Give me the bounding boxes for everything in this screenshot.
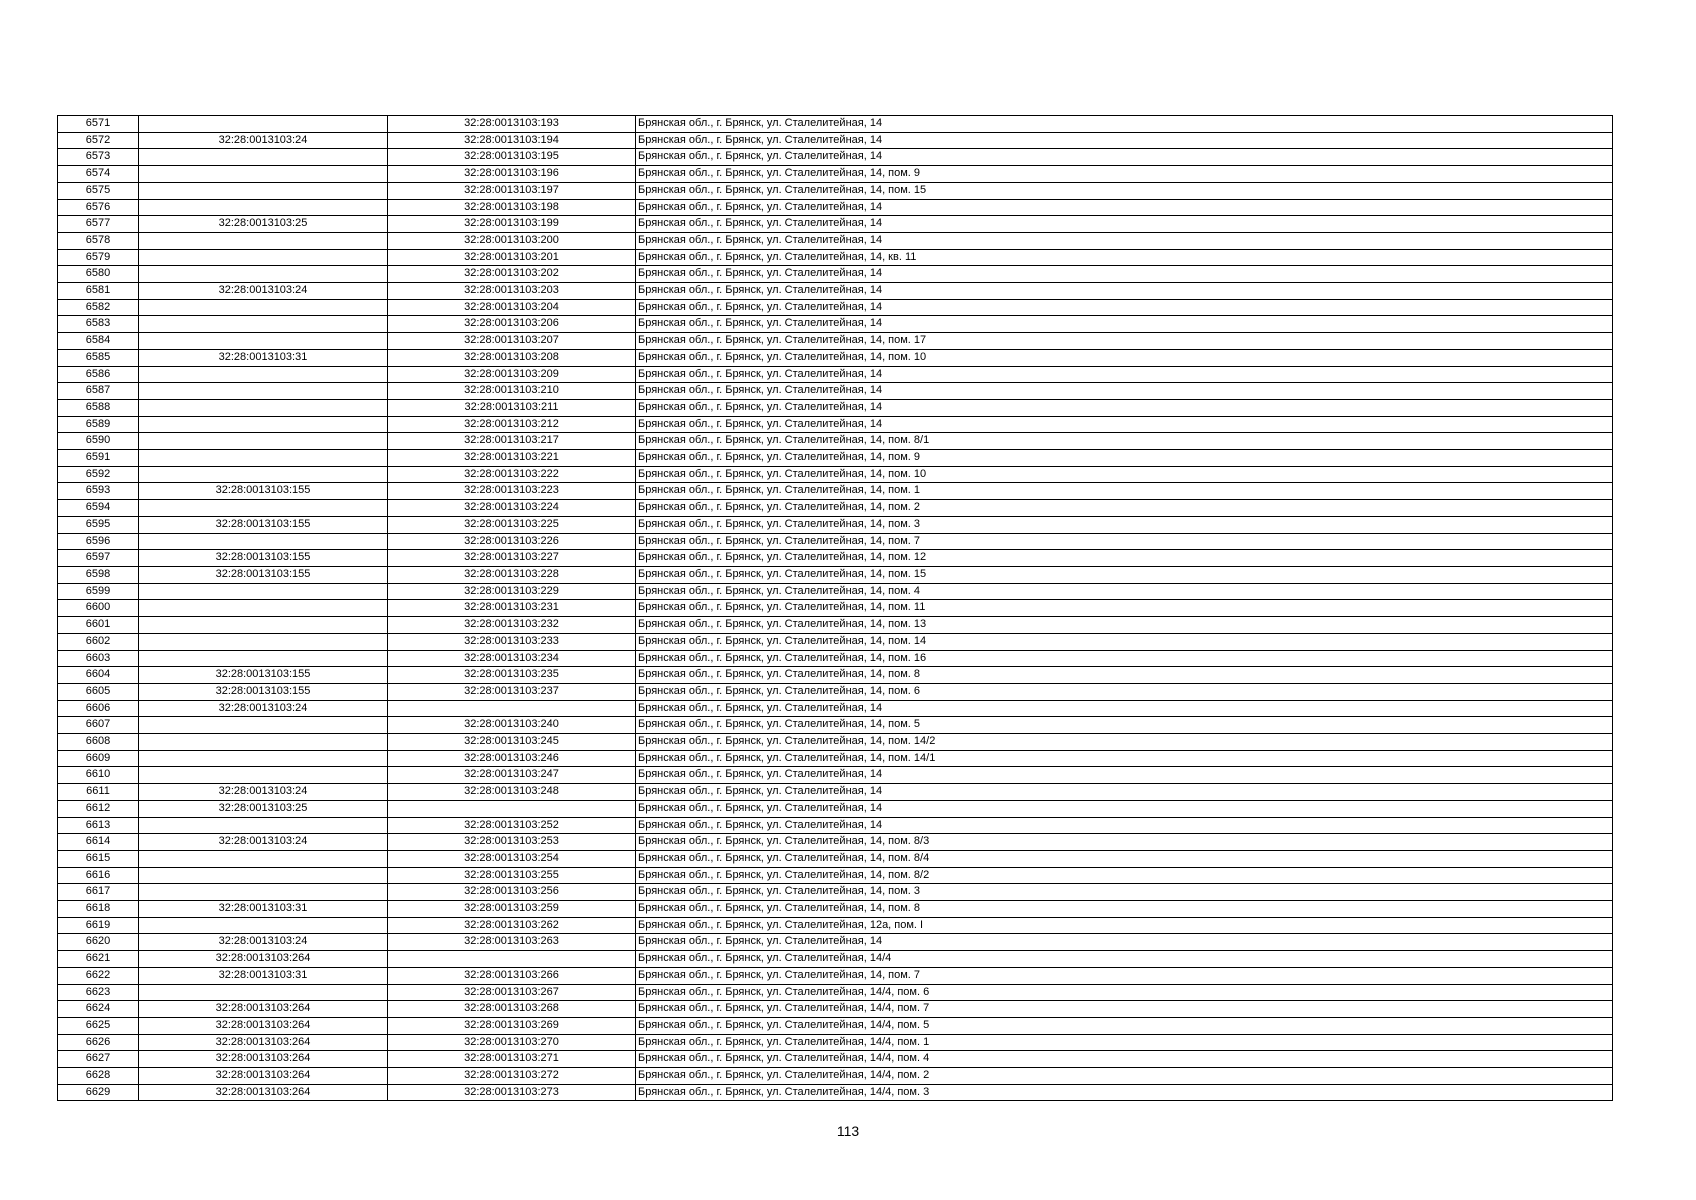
address-cell: Брянская обл., г. Брянск, ул. Сталелитейная, 14 [636,416,1613,433]
row-number-cell: 6591 [58,450,139,467]
parent-cadastral-number-cell [139,383,388,400]
table-row [58,299,1613,316]
address-cell: Брянская обл., г. Брянск, ул. Сталелитейная, 14 [636,283,1613,300]
address-cell: Брянская обл., г. Брянск, ул. Сталелитейная, 14 [636,767,1613,784]
parent-cadastral-number-cell: 32:28:0013103:264 [139,951,388,968]
table-row [58,466,1613,483]
table-row [58,216,1613,233]
table-row [58,633,1613,650]
cadastral-number-cell: 32:28:0013103:272 [388,1068,636,1085]
table-row [58,483,1613,500]
row-number-cell: 6596 [58,533,139,550]
cadastral-number-cell: 32:28:0013103:255 [388,867,636,884]
row-number-cell: 6605 [58,683,139,700]
address-cell: Брянская обл., г. Брянск, ул. Сталелитейная, 14/4, пом. 3 [636,1084,1613,1101]
parent-cadastral-number-cell [139,416,388,433]
cadastral-number-cell [388,951,636,968]
row-number-cell: 6613 [58,817,139,834]
table-row [58,232,1613,249]
row-number-cell: 6593 [58,483,139,500]
table-row [58,750,1613,767]
cadastral-number-cell: 32:28:0013103:240 [388,717,636,734]
parent-cadastral-number-cell [139,433,388,450]
table-row [58,349,1613,366]
cadastral-register-table [57,115,1613,1101]
cadastral-number-cell: 32:28:0013103:197 [388,182,636,199]
table-row [58,984,1613,1001]
row-number-cell: 6585 [58,349,139,366]
cadastral-number-cell: 32:28:0013103:210 [388,383,636,400]
cadastral-number-cell: 32:28:0013103:212 [388,416,636,433]
address-cell: Брянская обл., г. Брянск, ул. Сталелитейная, 14/4, пом. 2 [636,1068,1613,1085]
parent-cadastral-number-cell: 32:28:0013103:24 [139,784,388,801]
table-row [58,550,1613,567]
parent-cadastral-number-cell: 32:28:0013103:31 [139,349,388,366]
parent-cadastral-number-cell: 32:28:0013103:155 [139,483,388,500]
cadastral-number-cell: 32:28:0013103:232 [388,617,636,634]
address-cell: Брянская обл., г. Брянск, ул. Сталелитейная, 14, пом. 10 [636,349,1613,366]
table-row [58,450,1613,467]
row-number-cell: 6615 [58,850,139,867]
address-cell: Брянская обл., г. Брянск, ул. Сталелитейная, 14, пом. 10 [636,466,1613,483]
parent-cadastral-number-cell: 32:28:0013103:264 [139,1051,388,1068]
cadastral-number-cell: 32:28:0013103:273 [388,1084,636,1101]
row-number-cell: 6623 [58,984,139,1001]
address-cell: Брянская обл., г. Брянск, ул. Сталелитейная, 14 [636,116,1613,133]
register-body [58,116,1613,1101]
parent-cadastral-number-cell [139,750,388,767]
parent-cadastral-number-cell [139,617,388,634]
table-row [58,266,1613,283]
parent-cadastral-number-cell [139,182,388,199]
cadastral-number-cell [388,800,636,817]
table-row [58,316,1613,333]
parent-cadastral-number-cell [139,116,388,133]
address-cell: Брянская обл., г. Брянск, ул. Сталелитейная, 14, пом. 6 [636,683,1613,700]
table-row [58,700,1613,717]
parent-cadastral-number-cell [139,884,388,901]
parent-cadastral-number-cell [139,817,388,834]
table-row [58,182,1613,199]
cadastral-number-cell: 32:28:0013103:229 [388,583,636,600]
table-row [58,516,1613,533]
row-number-cell: 6606 [58,700,139,717]
row-number-cell: 6608 [58,734,139,751]
address-cell: Брянская обл., г. Брянск, ул. Сталелитейная, 14, пом. 7 [636,533,1613,550]
cadastral-number-cell: 32:28:0013103:203 [388,283,636,300]
address-cell: Брянская обл., г. Брянск, ул. Сталелитейная, 14, пом. 3 [636,884,1613,901]
row-number-cell: 6576 [58,199,139,216]
row-number-cell: 6603 [58,650,139,667]
address-cell: Брянская обл., г. Брянск, ул. Сталелитейная, 14, пом. 11 [636,600,1613,617]
row-number-cell: 6580 [58,266,139,283]
cadastral-number-cell: 32:28:0013103:262 [388,917,636,934]
parent-cadastral-number-cell: 32:28:0013103:31 [139,901,388,918]
address-cell: Брянская обл., г. Брянск, ул. Сталелитейная, 14, пом. 17 [636,333,1613,350]
cadastral-number-cell: 32:28:0013103:237 [388,683,636,700]
row-number-cell: 6624 [58,1001,139,1018]
table-row [58,901,1613,918]
cadastral-number-cell: 32:28:0013103:234 [388,650,636,667]
table-row [58,533,1613,550]
row-number-cell: 6626 [58,1034,139,1051]
parent-cadastral-number-cell [139,333,388,350]
parent-cadastral-number-cell [139,500,388,517]
parent-cadastral-number-cell: 32:28:0013103:155 [139,667,388,684]
parent-cadastral-number-cell: 32:28:0013103:24 [139,934,388,951]
parent-cadastral-number-cell [139,249,388,266]
table-row [58,149,1613,166]
address-cell: Брянская обл., г. Брянск, ул. Сталелитейная, 14, пом. 15 [636,182,1613,199]
parent-cadastral-number-cell [139,533,388,550]
table-row [58,850,1613,867]
parent-cadastral-number-cell [139,199,388,216]
row-number-cell: 6621 [58,951,139,968]
table-row [58,800,1613,817]
row-number-cell: 6602 [58,633,139,650]
row-number-cell: 6595 [58,516,139,533]
row-number-cell: 6581 [58,283,139,300]
cadastral-number-cell: 32:28:0013103:222 [388,466,636,483]
cadastral-number-cell: 32:28:0013103:221 [388,450,636,467]
cadastral-number-cell: 32:28:0013103:217 [388,433,636,450]
address-cell: Брянская обл., г. Брянск, ул. Сталелитейная, 14, пом. 9 [636,450,1613,467]
parent-cadastral-number-cell [139,917,388,934]
row-number-cell: 6575 [58,182,139,199]
table-row [58,884,1613,901]
cadastral-number-cell: 32:28:0013103:270 [388,1034,636,1051]
parent-cadastral-number-cell: 32:28:0013103:24 [139,834,388,851]
parent-cadastral-number-cell [139,466,388,483]
row-number-cell: 6628 [58,1068,139,1085]
address-cell: Брянская обл., г. Брянск, ул. Сталелитейная, 14 [636,934,1613,951]
parent-cadastral-number-cell [139,717,388,734]
table-row [58,650,1613,667]
address-cell: Брянская обл., г. Брянск, ул. Сталелитейная, 14, пом. 5 [636,717,1613,734]
cadastral-number-cell: 32:28:0013103:268 [388,1001,636,1018]
cadastral-number-cell: 32:28:0013103:202 [388,266,636,283]
row-number-cell: 6584 [58,333,139,350]
row-number-cell: 6571 [58,116,139,133]
page-number: 113 [836,1123,860,1139]
address-cell: Брянская обл., г. Брянск, ул. Сталелитейная, 14, пом. 14 [636,633,1613,650]
table-row [58,834,1613,851]
cadastral-number-cell: 32:28:0013103:196 [388,166,636,183]
row-number-cell: 6625 [58,1017,139,1034]
cadastral-number-cell: 32:28:0013103:245 [388,734,636,751]
parent-cadastral-number-cell: 32:28:0013103:24 [139,283,388,300]
parent-cadastral-number-cell [139,650,388,667]
cadastral-number-cell: 32:28:0013103:266 [388,967,636,984]
address-cell: Брянская обл., г. Брянск, ул. Сталелитейная, 14 [636,266,1613,283]
row-number-cell: 6589 [58,416,139,433]
table-row [58,934,1613,951]
parent-cadastral-number-cell [139,734,388,751]
parent-cadastral-number-cell [139,633,388,650]
cadastral-number-cell: 32:28:0013103:199 [388,216,636,233]
address-cell: Брянская обл., г. Брянск, ул. Сталелитейная, 14, пом. 7 [636,967,1613,984]
address-cell: Брянская обл., г. Брянск, ул. Сталелитейная, 12а, пом. I [636,917,1613,934]
row-number-cell: 6599 [58,583,139,600]
address-cell: Брянская обл., г. Брянск, ул. Сталелитейная, 14, кв. 11 [636,249,1613,266]
address-cell: Брянская обл., г. Брянск, ул. Сталелитейная, 14, пом. 2 [636,500,1613,517]
table-row [58,951,1613,968]
cadastral-number-cell: 32:28:0013103:193 [388,116,636,133]
row-number-cell: 6577 [58,216,139,233]
address-cell: Брянская обл., г. Брянск, ул. Сталелитейная, 14, пом. 14/2 [636,734,1613,751]
cadastral-number-cell: 32:28:0013103:211 [388,399,636,416]
address-cell: Брянская обл., г. Брянск, ул. Сталелитейная, 14/4 [636,951,1613,968]
cadastral-number-cell: 32:28:0013103:235 [388,667,636,684]
parent-cadastral-number-cell [139,166,388,183]
parent-cadastral-number-cell [139,867,388,884]
parent-cadastral-number-cell: 32:28:0013103:25 [139,216,388,233]
cadastral-number-cell: 32:28:0013103:259 [388,901,636,918]
parent-cadastral-number-cell [139,450,388,467]
table-row [58,116,1613,133]
table-row [58,249,1613,266]
address-cell: Брянская обл., г. Брянск, ул. Сталелитейная, 14, пом. 8/2 [636,867,1613,884]
address-cell: Брянская обл., г. Брянск, ул. Сталелитейная, 14, пом. 12 [636,550,1613,567]
cadastral-number-cell: 32:28:0013103:231 [388,600,636,617]
table-row [58,566,1613,583]
row-number-cell: 6598 [58,566,139,583]
parent-cadastral-number-cell [139,583,388,600]
row-number-cell: 6614 [58,834,139,851]
cadastral-number-cell: 32:28:0013103:226 [388,533,636,550]
table-row [58,166,1613,183]
parent-cadastral-number-cell [139,316,388,333]
parent-cadastral-number-cell [139,232,388,249]
address-cell: Брянская обл., г. Брянск, ул. Сталелитейная, 14, пом. 8/4 [636,850,1613,867]
cadastral-number-cell: 32:28:0013103:198 [388,199,636,216]
row-number-cell: 6616 [58,867,139,884]
cadastral-number-cell: 32:28:0013103:207 [388,333,636,350]
table-row [58,1084,1613,1101]
address-cell: Брянская обл., г. Брянск, ул. Сталелитейная, 14 [636,700,1613,717]
parent-cadastral-number-cell: 32:28:0013103:264 [139,1084,388,1101]
address-cell: Брянская обл., г. Брянск, ул. Сталелитейная, 14 [636,232,1613,249]
table-row [58,583,1613,600]
table-row [58,967,1613,984]
address-cell: Брянская обл., г. Брянск, ул. Сталелитейная, 14/4, пом. 5 [636,1017,1613,1034]
cadastral-number-cell: 32:28:0013103:248 [388,784,636,801]
table-row [58,617,1613,634]
cadastral-number-cell: 32:28:0013103:200 [388,232,636,249]
address-cell: Брянская обл., г. Брянск, ул. Сталелитейная, 14, пом. 1 [636,483,1613,500]
address-cell: Брянская обл., г. Брянск, ул. Сталелитейная, 14/4, пом. 6 [636,984,1613,1001]
address-cell: Брянская обл., г. Брянск, ул. Сталелитейная, 14, пом. 4 [636,583,1613,600]
address-cell: Брянская обл., г. Брянск, ул. Сталелитейная, 14/4, пом. 4 [636,1051,1613,1068]
parent-cadastral-number-cell: 32:28:0013103:155 [139,550,388,567]
row-number-cell: 6620 [58,934,139,951]
table-row [58,667,1613,684]
cadastral-number-cell: 32:28:0013103:253 [388,834,636,851]
cadastral-number-cell: 32:28:0013103:225 [388,516,636,533]
table-row [58,683,1613,700]
parent-cadastral-number-cell [139,984,388,1001]
parent-cadastral-number-cell: 32:28:0013103:24 [139,700,388,717]
address-cell: Брянская обл., г. Брянск, ул. Сталелитейная, 14, пом. 8/3 [636,834,1613,851]
parent-cadastral-number-cell: 32:28:0013103:155 [139,683,388,700]
row-number-cell: 6600 [58,600,139,617]
row-number-cell: 6612 [58,800,139,817]
table-row [58,1051,1613,1068]
row-number-cell: 6582 [58,299,139,316]
address-cell: Брянская обл., г. Брянск, ул. Сталелитейная, 14, пом. 13 [636,617,1613,634]
table-row [58,600,1613,617]
table-row [58,734,1613,751]
table-row [58,1001,1613,1018]
parent-cadastral-number-cell [139,399,388,416]
address-cell: Брянская обл., г. Брянск, ул. Сталелитейная, 14, пом. 8/1 [636,433,1613,450]
cadastral-number-cell: 32:28:0013103:204 [388,299,636,316]
address-cell: Брянская обл., г. Брянск, ул. Сталелитейная, 14/4, пом. 1 [636,1034,1613,1051]
cadastral-number-cell: 32:28:0013103:224 [388,500,636,517]
parent-cadastral-number-cell [139,149,388,166]
cadastral-number-cell: 32:28:0013103:233 [388,633,636,650]
row-number-cell: 6627 [58,1051,139,1068]
row-number-cell: 6609 [58,750,139,767]
table-row [58,283,1613,300]
address-cell: Брянская обл., г. Брянск, ул. Сталелитейная, 14 [636,399,1613,416]
cadastral-number-cell: 32:28:0013103:209 [388,366,636,383]
address-cell: Брянская обл., г. Брянск, ул. Сталелитейная, 14 [636,784,1613,801]
cadastral-number-cell: 32:28:0013103:256 [388,884,636,901]
table-row [58,416,1613,433]
address-cell: Брянская обл., г. Брянск, ул. Сталелитейная, 14, пом. 8 [636,667,1613,684]
row-number-cell: 6579 [58,249,139,266]
address-cell: Брянская обл., г. Брянск, ул. Сталелитейная, 14, пом. 8 [636,901,1613,918]
address-cell: Брянская обл., г. Брянск, ул. Сталелитейная, 14 [636,216,1613,233]
cadastral-number-cell: 32:28:0013103:206 [388,316,636,333]
table-row [58,817,1613,834]
row-number-cell: 6573 [58,149,139,166]
parent-cadastral-number-cell: 32:28:0013103:264 [139,1068,388,1085]
cadastral-number-cell: 32:28:0013103:271 [388,1051,636,1068]
row-number-cell: 6594 [58,500,139,517]
address-cell: Брянская обл., г. Брянск, ул. Сталелитейная, 14, пом. 14/1 [636,750,1613,767]
parent-cadastral-number-cell: 32:28:0013103:264 [139,1001,388,1018]
row-number-cell: 6629 [58,1084,139,1101]
table-row [58,132,1613,149]
row-number-cell: 6610 [58,767,139,784]
parent-cadastral-number-cell: 32:28:0013103:25 [139,800,388,817]
address-cell: Брянская обл., г. Брянск, ул. Сталелитейная, 14/4, пом. 7 [636,1001,1613,1018]
address-cell: Брянская обл., г. Брянск, ул. Сталелитейная, 14 [636,817,1613,834]
address-cell: Брянская обл., г. Брянск, ул. Сталелитейная, 14, пом. 9 [636,166,1613,183]
parent-cadastral-number-cell: 32:28:0013103:155 [139,516,388,533]
table-row [58,767,1613,784]
cadastral-number-cell: 32:28:0013103:246 [388,750,636,767]
parent-cadastral-number-cell: 32:28:0013103:31 [139,967,388,984]
parent-cadastral-number-cell: 32:28:0013103:155 [139,566,388,583]
row-number-cell: 6622 [58,967,139,984]
cadastral-number-cell: 32:28:0013103:263 [388,934,636,951]
cadastral-number-cell: 32:28:0013103:269 [388,1017,636,1034]
address-cell: Брянская обл., г. Брянск, ул. Сталелитейная, 14, пом. 16 [636,650,1613,667]
parent-cadastral-number-cell [139,767,388,784]
parent-cadastral-number-cell: 32:28:0013103:24 [139,132,388,149]
parent-cadastral-number-cell [139,600,388,617]
table-row [58,1017,1613,1034]
cadastral-number-cell: 32:28:0013103:254 [388,850,636,867]
row-number-cell: 6597 [58,550,139,567]
row-number-cell: 6587 [58,383,139,400]
cadastral-number-cell: 32:28:0013103:267 [388,984,636,1001]
row-number-cell: 6617 [58,884,139,901]
address-cell: Брянская обл., г. Брянск, ул. Сталелитейная, 14 [636,800,1613,817]
table-row [58,383,1613,400]
cadastral-number-cell: 32:28:0013103:208 [388,349,636,366]
address-cell: Брянская обл., г. Брянск, ул. Сталелитейная, 14 [636,383,1613,400]
parent-cadastral-number-cell: 32:28:0013103:264 [139,1034,388,1051]
parent-cadastral-number-cell [139,299,388,316]
table-row [58,1068,1613,1085]
parent-cadastral-number-cell [139,850,388,867]
cadastral-number-cell: 32:28:0013103:223 [388,483,636,500]
row-number-cell: 6618 [58,901,139,918]
cadastral-number-cell: 32:28:0013103:247 [388,767,636,784]
row-number-cell: 6574 [58,166,139,183]
table-row [58,500,1613,517]
row-number-cell: 6590 [58,433,139,450]
row-number-cell: 6578 [58,232,139,249]
row-number-cell: 6572 [58,132,139,149]
row-number-cell: 6601 [58,617,139,634]
table-row [58,917,1613,934]
cadastral-number-cell: 32:28:0013103:195 [388,149,636,166]
table-row [58,333,1613,350]
table-row [58,399,1613,416]
cadastral-number-cell [388,700,636,717]
address-cell: Брянская обл., г. Брянск, ул. Сталелитейная, 14 [636,316,1613,333]
table-row [58,867,1613,884]
row-number-cell: 6607 [58,717,139,734]
row-number-cell: 6619 [58,917,139,934]
table-row [58,1034,1613,1051]
row-number-cell: 6583 [58,316,139,333]
row-number-cell: 6592 [58,466,139,483]
table-row [58,366,1613,383]
table-row [58,433,1613,450]
row-number-cell: 6604 [58,667,139,684]
row-number-cell: 6611 [58,784,139,801]
address-cell: Брянская обл., г. Брянск, ул. Сталелитейная, 14 [636,199,1613,216]
address-cell: Брянская обл., г. Брянск, ул. Сталелитейная, 14 [636,299,1613,316]
table-row [58,199,1613,216]
cadastral-number-cell: 32:28:0013103:194 [388,132,636,149]
row-number-cell: 6588 [58,399,139,416]
cadastral-number-cell: 32:28:0013103:201 [388,249,636,266]
parent-cadastral-number-cell [139,366,388,383]
cadastral-number-cell: 32:28:0013103:227 [388,550,636,567]
cadastral-number-cell: 32:28:0013103:252 [388,817,636,834]
address-cell: Брянская обл., г. Брянск, ул. Сталелитейная, 14 [636,366,1613,383]
parent-cadastral-number-cell: 32:28:0013103:264 [139,1017,388,1034]
cadastral-number-cell: 32:28:0013103:228 [388,566,636,583]
address-cell: Брянская обл., г. Брянск, ул. Сталелитейная, 14 [636,132,1613,149]
row-number-cell: 6586 [58,366,139,383]
table-row [58,784,1613,801]
address-cell: Брянская обл., г. Брянск, ул. Сталелитейная, 14, пом. 15 [636,566,1613,583]
address-cell: Брянская обл., г. Брянск, ул. Сталелитейная, 14 [636,149,1613,166]
table-row [58,717,1613,734]
address-cell: Брянская обл., г. Брянск, ул. Сталелитейная, 14, пом. 3 [636,516,1613,533]
parent-cadastral-number-cell [139,266,388,283]
